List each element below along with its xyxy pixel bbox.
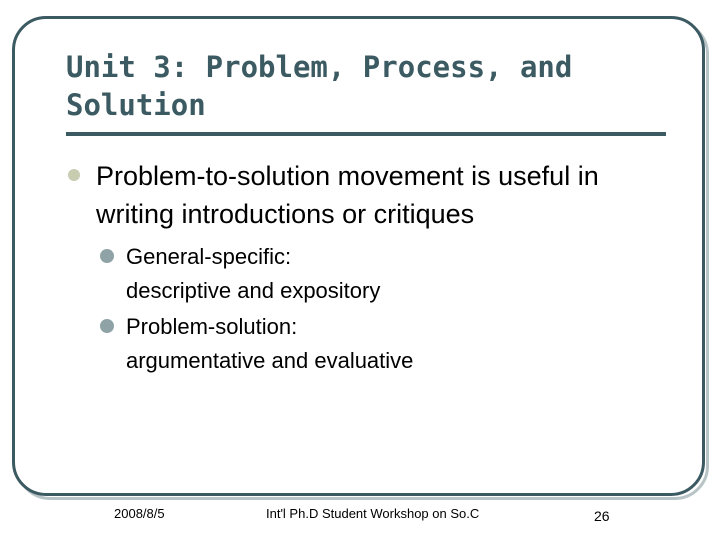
sub-bullet-label: Problem-solution: [126,314,298,339]
footer-date: 2008/8/5 [114,506,165,521]
footer-title: Int'l Ph.D Student Workshop on So.C [266,506,480,521]
slide-title: Unit 3: Problem, Process, and Solution [66,50,573,122]
title-divider [66,132,666,136]
page-number: 26 [594,508,610,524]
sub-bullet-detail: descriptive and expository [126,278,381,303]
sub-bullet-label: General-specific: [126,244,292,269]
sub-bullet-dot-icon [100,249,114,263]
sub-bullet-dot-icon [100,319,114,333]
main-bullet-text: Problem-to-solution movement is useful in writing introductions or critiques [96,161,599,229]
sub-bullet-detail: argumentative and evaluative [126,348,414,373]
bullet-dot-icon [68,169,80,181]
